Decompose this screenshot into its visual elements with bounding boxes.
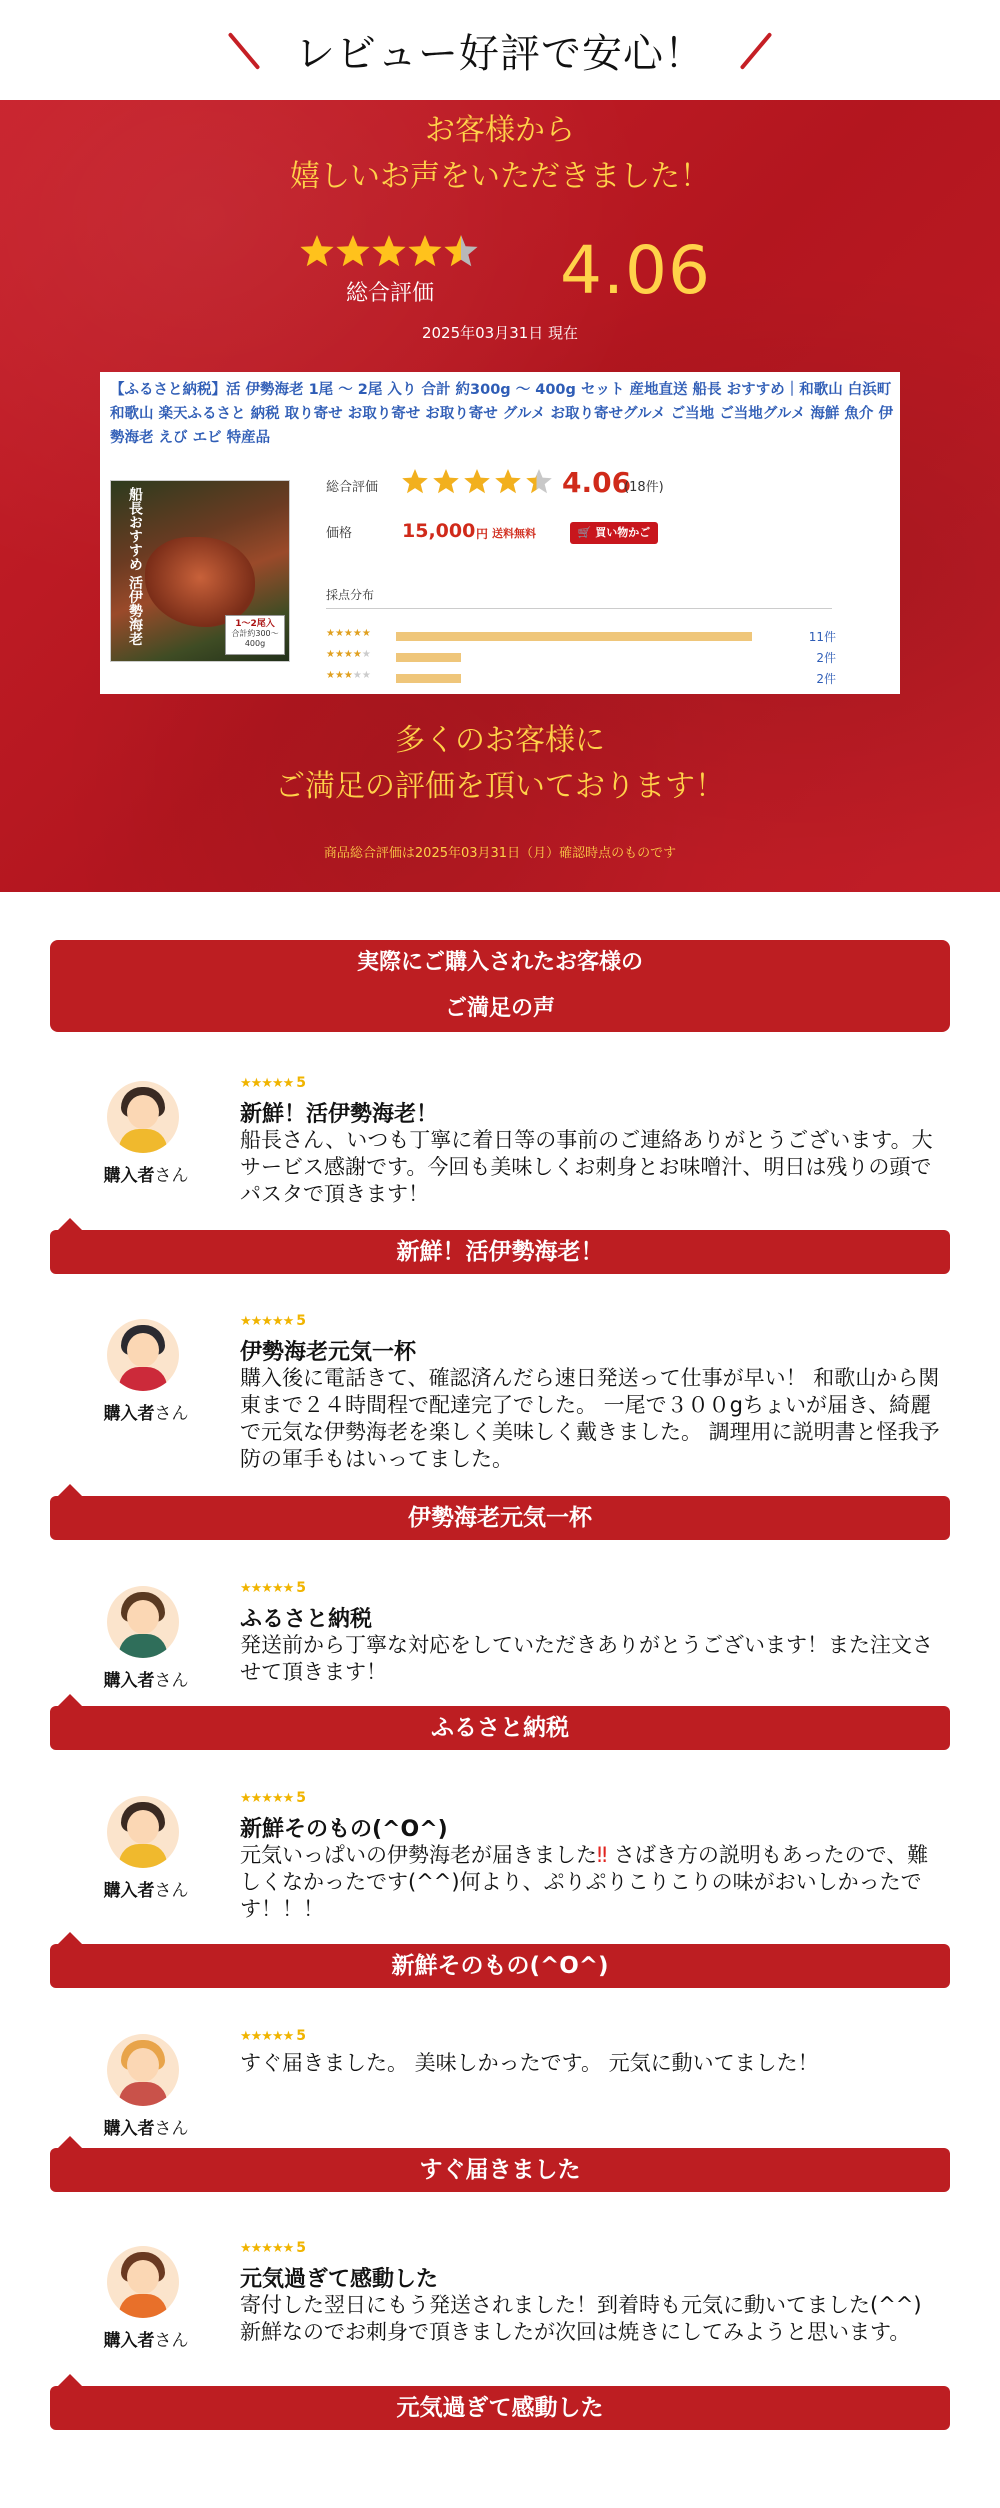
- banner-bottom-line-2: ご満足の評価を頂いております！: [275, 769, 725, 804]
- review-title: 伊勢海老元気一杯: [240, 1340, 417, 1365]
- review-summary-bar: 新鮮！活伊勢海老！: [50, 1230, 950, 1274]
- banner-bottom-line-1: 多くのお客様に: [395, 723, 605, 758]
- reviewer-name: 購入者さん: [103, 2119, 189, 2139]
- reviewer-name: 購入者さん: [103, 1881, 189, 1901]
- photo-vertical-text: 船長おすすめ 活伊勢海老: [127, 487, 143, 646]
- distribution-count: 2件: [816, 672, 836, 686]
- distribution-bar: [396, 653, 461, 662]
- distribution-row[interactable]: [326, 647, 836, 667]
- rating-as-of-date: 2025年03月31日 現在: [421, 324, 579, 342]
- review-body: 船長さん、いつも丁寧に着日等の事前のご連絡ありがとうございます。大サービス感謝です。今回も美味しくお刺身とお味噌汁、明日は残りの頭でパスタで頂きます！: [240, 1128, 933, 1206]
- review-title: ふるさと納税: [240, 1607, 373, 1632]
- review-rating-number: 5: [296, 1580, 306, 1596]
- review-rating-number: 5: [296, 2240, 306, 2256]
- reviewer-avatar: [107, 1319, 179, 1391]
- customer-voice-header: [50, 940, 950, 1032]
- review-rating-number: 5: [296, 1790, 306, 1806]
- review-stars: ★★★★★ 5: [240, 1580, 306, 1596]
- review-summary-bar: ふるさと納税: [50, 1706, 950, 1750]
- rating-banner: [0, 100, 1000, 892]
- reviewer-suffix: さん: [154, 2119, 189, 2139]
- distribution-stars: ★★★★★: [326, 670, 371, 681]
- card-score: 4.06: [562, 466, 632, 499]
- free-shipping-label: 送料無料: [492, 527, 536, 540]
- reviewer-avatar: [107, 2246, 179, 2318]
- reviewer-suffix: さん: [154, 1671, 189, 1691]
- photo-badge-top: 1〜2尾入: [235, 619, 275, 629]
- review-body: すぐ届きました。 美味しかったです。 元気に動いてました！: [240, 2051, 819, 2075]
- review-summary-bar: 伊勢海老元気一杯: [50, 1496, 950, 1540]
- review-body: 寄付した翌日にもう発送されました！到着時も元気に動いてました(^^)新鮮なのでお刺身で頂きましたが次回は焼きにしてみようと思います。: [240, 2293, 922, 2344]
- reviewer-avatar: [107, 1586, 179, 1658]
- review-stars: ★★★★★ 5: [240, 2028, 306, 2044]
- card-stars-icon: [402, 468, 560, 496]
- product-photo[interactable]: [110, 480, 290, 662]
- distribution-row[interactable]: [326, 668, 836, 688]
- distribution-stars: ★★★★★: [326, 628, 371, 639]
- price-value: 15,000: [402, 520, 476, 542]
- distribution-row[interactable]: [326, 626, 836, 646]
- distribution-bar: [396, 674, 461, 683]
- product-title-link[interactable]: 【ふるさと納税】活 伊勢海老 1尾 ～ 2尾 入り 合計 約300g ～ 400g セット 産地直送 船長 おすすめ｜和歌山 白浜町 和歌山 楽天ふるさと 納税 取り寄せ お取り寄せ お取り寄せ グルメ お取り寄せグルメ ご当地 ご当地グルメ 海鮮 魚介 伊勢海老 えび エビ 特産品: [110, 382, 893, 446]
- review-title: 新鮮そのもの(^O^): [240, 1817, 448, 1842]
- photo-badge-bottom: 合計約300〜400g: [231, 629, 279, 648]
- reviewer-avatar: [107, 1081, 179, 1153]
- review-body: 発送前から丁寧な対応をしていただきありがとうございます！また注文させて頂きます！: [240, 1633, 933, 1684]
- product-review-card: [100, 372, 900, 694]
- banner-line-2: 嬉しいお声をいただきました！: [290, 159, 710, 194]
- reviewer-avatar: [107, 2034, 179, 2106]
- review-rating-number: 5: [296, 1313, 306, 1329]
- lobster-image: [145, 537, 255, 627]
- customer-voice-header-line-2: ご満足の声: [444, 996, 555, 1021]
- review-stars: ★★★★★ 5: [240, 2240, 306, 2256]
- overall-score: 4.06: [560, 232, 711, 309]
- review-body-part: さばき方の説明もあったので、難しくなかったです(^^)何より、ぷりぷりこりこりの味がおいしかったです！！！: [240, 1843, 929, 1921]
- distribution-count: 11件: [808, 630, 836, 644]
- overall-stars-icon: [300, 234, 480, 270]
- cart-button-label: 買い物かご: [595, 526, 651, 539]
- review-body: [240, 1842, 940, 1923]
- reviewer-suffix: さん: [154, 1404, 189, 1424]
- reviewer-avatar: [107, 1796, 179, 1868]
- review-summary-bar: すぐ届きました: [50, 2148, 950, 2192]
- double-exclamation-icon: ‼: [597, 1843, 608, 1867]
- card-review-count[interactable]: (18件): [624, 480, 664, 495]
- reviewer-name: 購入者さん: [103, 1166, 189, 1186]
- heading-title: レビュー好評で安心！: [295, 31, 705, 77]
- reviewer-suffix: さん: [154, 1166, 189, 1186]
- distribution-stars: ★★★★★: [326, 649, 371, 660]
- review-rating-number: 5: [296, 1075, 306, 1091]
- reviewer-name: 購入者さん: [103, 1404, 189, 1424]
- distribution-bar: [396, 632, 752, 641]
- banner-line-1: お客様から: [425, 113, 575, 148]
- review-stars: ★★★★★ 5: [240, 1313, 306, 1329]
- section-heading: [0, 0, 1000, 100]
- review-stars: ★★★★★ 5: [240, 1075, 306, 1091]
- rating-note: 商品総合評価は2025年03月31日（月）確認時点のものです: [323, 846, 677, 861]
- customer-voice-header-line-1: 実際にご購入されたお客様の: [356, 950, 643, 975]
- card-overall-label: 総合評価: [326, 480, 379, 495]
- price-label: 価格: [326, 526, 353, 541]
- reviewer-suffix: さん: [154, 2331, 189, 2351]
- review-body: 購入後に電話きて、確認済んだら速日発送って仕事が早い！ 和歌山から関東まで２４時間程で配達完了でした。 一尾で３００gちょいが届き、綺麗で元気な伊勢海老を楽しく美味しく戴きました。 調理用に説明書と怪我予防の軍手もはいってました。: [240, 1366, 940, 1471]
- price-yen: 円: [476, 527, 489, 541]
- distribution-label: 採点分布: [326, 588, 375, 602]
- photo-badge: [225, 615, 285, 655]
- review-summary-bar: 新鮮そのもの(^O^): [50, 1944, 950, 1988]
- review-title: 元気過ぎて感動した: [240, 2267, 439, 2292]
- overall-rating-label: 総合評価: [345, 281, 434, 306]
- reviewer-name: 購入者さん: [103, 1671, 189, 1691]
- review-stars: ★★★★★ 5: [240, 1790, 306, 1806]
- add-to-cart-button[interactable]: 🛒 買い物かご: [570, 522, 658, 544]
- review-title: 新鮮！活伊勢海老！: [240, 1102, 439, 1127]
- reviewer-name: 購入者さん: [103, 2331, 189, 2351]
- distribution-divider: [326, 608, 832, 609]
- review-rating-number: 5: [296, 2028, 306, 2044]
- distribution-count: 2件: [816, 651, 836, 665]
- review-body-part: 元気いっぱいの伊勢海老が届きました: [240, 1843, 597, 1867]
- review-summary-bar: 元気過ぎて感動した: [50, 2386, 950, 2430]
- reviewer-suffix: さん: [154, 1881, 189, 1901]
